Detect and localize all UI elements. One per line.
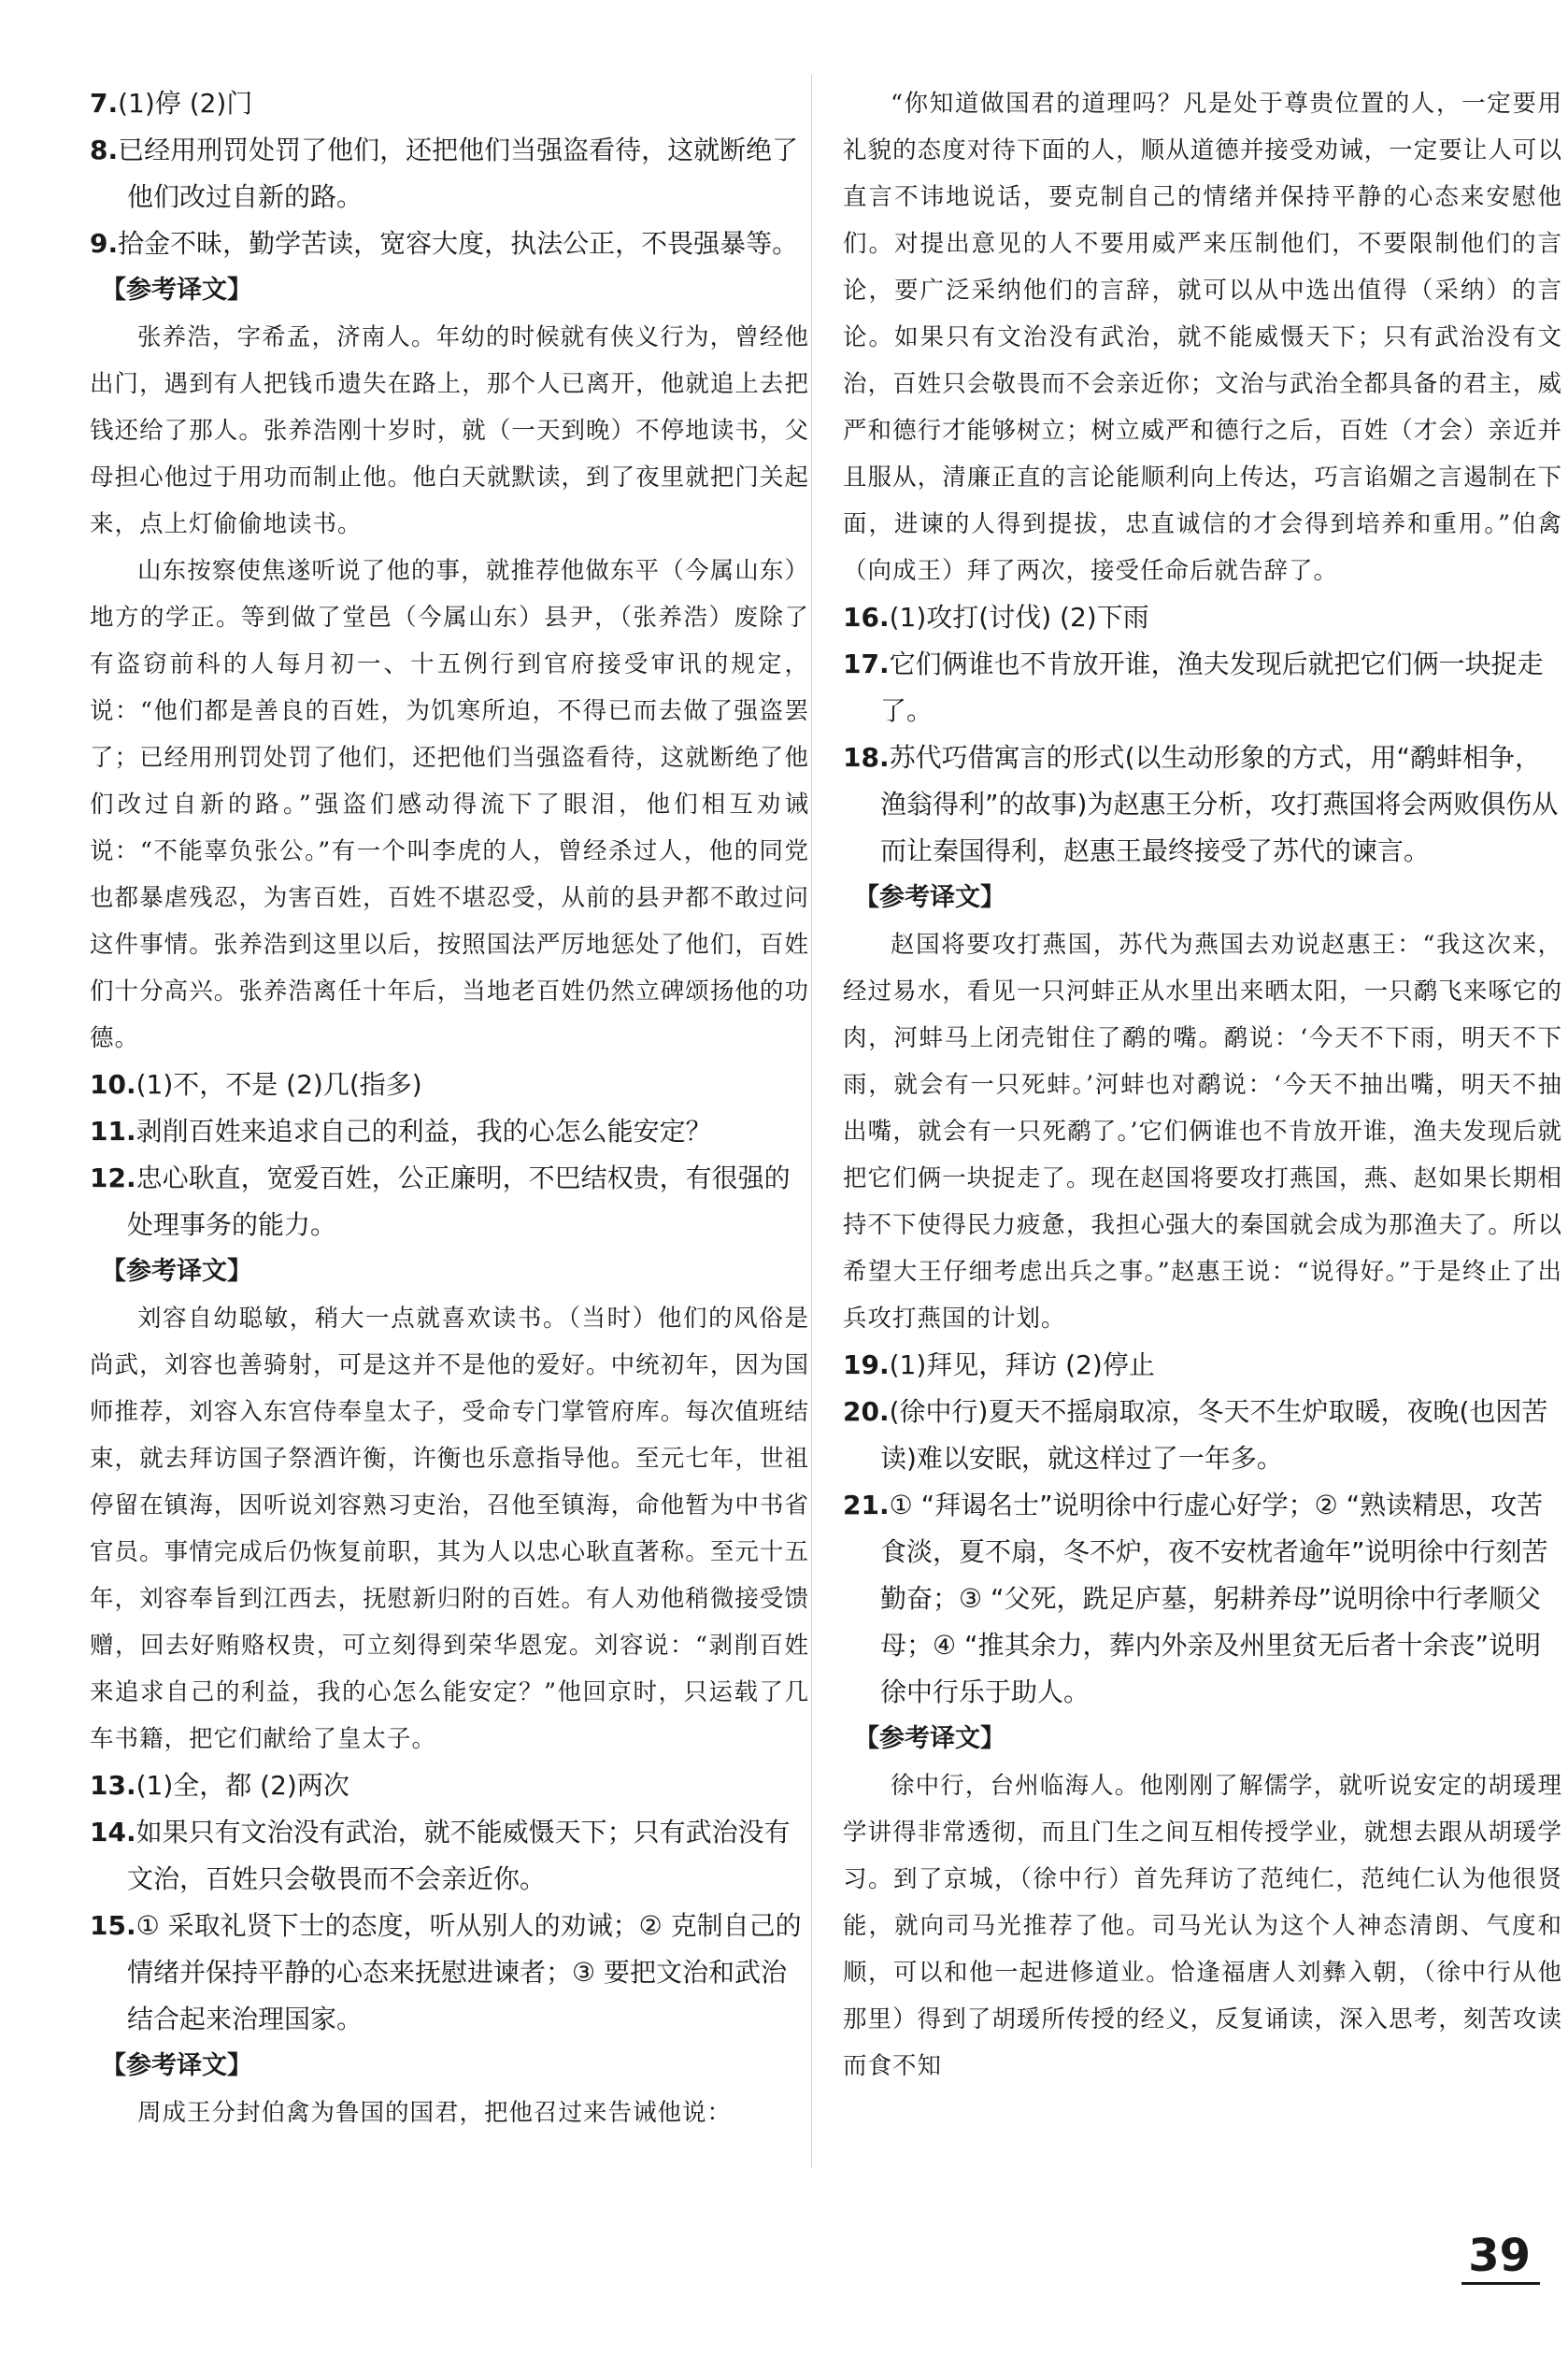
translation-paragraph: 山东按察使焦遂听说了他的事，就推荐他做东平（今属山东）地方的学正。等到做了堂邑（今属山东）县尹，（张养浩）废除了有盗窃前科的人每月初一、十五例行到官府接受审讯的规定，说：“他们都是善良的百姓，为饥寒所迫，不得已而去做了强盗罢了；已经用刑罚处罚了他们，还把他们当强盗看待，这就断绝了他们改过自新的路。”强盗们感动得流下了眼泪，他们相互劝诫说：“不能辜负张公。”有一个叫李虎的人，曾经杀过人，他的同党也都暴虐残忍，为害百姓，百姓不堪忍受，从前的县尹都不敢过问这件事情。张养浩到这里以后，按照国法严厉地惩处了他们，百姓们十分高兴。张养浩离任十年后，当地老百姓仍然立碑颂扬他的功德。 <box>90 557 809 1052</box>
answer-number: 8. <box>90 135 119 165</box>
right-column <box>843 80 1562 2090</box>
answer-number: 21. <box>843 1490 890 1520</box>
answer-text: 如果只有文治没有武治，就不能威慑天下；只有武治没有文治，百姓只会敬畏而不会亲近你。 <box>127 1817 791 1894</box>
left-column <box>90 80 809 2136</box>
answer-item <box>843 594 1562 641</box>
answer-item <box>90 1062 809 1108</box>
translation-paragraph: 张养浩，字希孟，济南人。年幼的时候就有侠义行为，曾经他出门，遇到有人把钱币遗失在路上，那个人已离开，他就追上去把钱还给了那人。张养浩刚十岁时，就（一天到晚）不停地读书，父母担心他过于用功而制止他。他白天就默读，到了夜里就把门关起来，点上灯偷偷地读书。 <box>90 323 809 538</box>
reference-translation-heading: 【参考译文】 <box>854 1724 1005 1753</box>
answer-number: 20. <box>843 1396 890 1427</box>
answer-item <box>843 641 1562 735</box>
answer-item <box>843 1342 1562 1389</box>
answer-text: (徐中行)夏天不摇扇取凉，冬天不生炉取暖，夜晚(也因苦读)难以安眠，就这样过了一年多。 <box>880 1396 1548 1474</box>
answer-item <box>90 1155 809 1248</box>
answer-number: 19. <box>843 1349 890 1380</box>
answer-number: 14. <box>90 1817 136 1848</box>
answer-number: 12. <box>90 1163 136 1193</box>
answer-number: 7. <box>90 88 119 119</box>
translation-paragraph: 刘容自幼聪敏，稍大一点就喜欢读书。（当时）他们的风俗是尚武，刘容也善骑射，可是这并不是他的爱好。中统初年，因为国师推荐，刘容入东宫侍奉皇太子，受命专门掌管府库。每次值班结束，就去拜访国子祭酒许衡，许衡也乐意指导他。至元七年，世祖停留在镇海，因听说刘容熟习吏治，召他至镇海，命他暂为中书省官员。事情完成后仍恢复前职，其为人以忠心耿直著称。至元十五年，刘容奉旨到江西去，抚慰新归附的百姓。有人劝他稍微接受馈赠，回去好贿赂权贵，可立刻得到荣华恩宠。刘容说：“剥削百姓来追求自己的利益，我的心怎么能安定？”他回京时，只运载了几车书籍，把它们献给了皇太子。 <box>90 1305 809 1753</box>
answer-text: 它们俩谁也不肯放开谁，渔夫发现后就把它们俩一块捉走了。 <box>880 649 1544 726</box>
column-divider <box>811 75 812 2168</box>
answer-text: 已经用刑罚处罚了他们，还把他们当强盗看待，这就断绝了他们改过自新的路。 <box>118 135 799 212</box>
answer-text: (1)全，都 (2)两次 <box>135 1770 349 1801</box>
answer-item <box>90 1762 809 1809</box>
answer-number: 15. <box>90 1910 136 1941</box>
answer-text: 剥削百姓来追求自己的利益，我的心怎么能安定？ <box>135 1116 712 1147</box>
answer-text: 忠心耿直，宽爱百姓，公正廉明，不巴结权贵，有很强的处理事务的能力。 <box>127 1163 791 1240</box>
reference-translation-heading: 【参考译文】 <box>854 883 1005 912</box>
answer-number: 9. <box>90 228 119 259</box>
answer-item <box>90 80 809 127</box>
answer-item <box>843 735 1562 875</box>
translation-paragraph: 周成王分封伯禽为鲁国的国君，把他召过来告诫他说： <box>137 2099 733 2127</box>
answer-text: (1)停 (2)门 <box>118 88 253 119</box>
answer-item <box>90 1903 809 2043</box>
reference-translation-heading: 【参考译文】 <box>101 1257 252 1286</box>
answer-text: (1)拜见，拜访 (2)停止 <box>889 1349 1155 1380</box>
reference-translation-heading: 【参考译文】 <box>101 2051 252 2080</box>
answer-item <box>90 1809 809 1903</box>
answer-text: ① 采取礼贤下士的态度，听从别人的劝诫；② 克制自己的情绪并保持平静的心态来抚慰进谏者；③ 要把文治和武治结合起来治理国家。 <box>127 1910 802 2034</box>
page-number-underline <box>1461 2282 1540 2285</box>
answer-number: 16. <box>843 602 890 633</box>
answer-text: 苏代巧借寓言的形式(以生动形象的方式，用“鹬蚌相争，渔翁得利”的故事)为赵惠王分析，攻打燕国将会两败俱伤从而让秦国得利，赵惠王最终接受了苏代的谏言。 <box>880 742 1559 866</box>
answer-number: 18. <box>843 742 890 773</box>
answer-number: 13. <box>90 1770 136 1801</box>
answer-number: 10. <box>90 1069 136 1100</box>
translation-paragraph: 徐中行，台州临海人。他刚刚了解儒学，就听说安定的胡瑗理学讲得非常透彻，而且门生之间互相传授学业，就想去跟从胡瑗学习。到了京城，（徐中行）首先拜访了范纯仁，范纯仁认为他很贤能，就向司马光推荐了他。司马光认为这个人神态清朗、气度和顺，可以和他一起进修道业。恰逢福唐人刘彝入朝，（徐中行从他那里）得到了胡瑗所传授的经义，反复诵读，深入思考，刻苦攻读而食不知 <box>843 1772 1562 2080</box>
answer-item <box>90 221 809 267</box>
answer-text: ① “拜谒名士”说明徐中行虚心好学；② “熟读精思，攻苦食淡，夏不扇，冬不炉，夜不安枕者逾年”说明徐中行刻苦勤奋；③ “父死，跣足庐墓，躬耕养母”说明徐中行孝顺父母；④ “推其余力，葬内外亲及州里贫无后者十余丧”说明徐中行乐于助人。 <box>880 1490 1548 1707</box>
answer-item <box>90 1108 809 1155</box>
answer-item <box>843 1482 1562 1716</box>
translation-paragraph: 赵国将要攻打燕国，苏代为燕国去劝说赵惠王：“我这次来，经过易水，看见一只河蚌正从水里出来晒太阳，一只鹬飞来啄它的肉，河蚌马上闭壳钳住了鹬的嘴。鹬说：‘今天不下雨，明天不下雨，就会有一只死蚌。’河蚌也对鹬说：‘今天不抽出嘴，明天不抽出嘴，就会有一只死鹬了。’它们俩谁也不肯放开谁，渔夫发现后就把它们俩一块捉走了。现在赵国将要攻打燕国，燕、赵如果长期相持不下使得民力疲惫，我担心强大的秦国就会成为那渔夫了。所以希望大王仔细考虑出兵之事。”赵惠王说：“说得好。”于是终止了出兵攻打燕国的计划。 <box>843 931 1562 1333</box>
reference-translation-heading: 【参考译文】 <box>101 276 252 305</box>
page-number: 39 <box>1468 2230 1531 2282</box>
answer-item <box>90 127 809 221</box>
answer-number: 11. <box>90 1116 136 1147</box>
answer-text: (1)攻打(讨伐) (2)下雨 <box>889 602 1149 633</box>
translation-paragraph: “你知道做国君的道理吗？凡是处于尊贵位置的人，一定要用礼貌的态度对待下面的人，顺从道德并接受劝诫，一定要让人可以直言不讳地说话，要克制自己的情绪并保持平静的心态来安慰他们。对提出意见的人不要用威严来压制他们，不要限制他们的言论，要广泛采纳他们的言辞，就可以从中选出值得（采纳）的言论。如果只有文治没有武治，就不能威慑天下；只有武治没有文治，百姓只会敬畏而不会亲近你；文治与武治全都具备的君主，威严和德行才能够树立；树立威严和德行之后，百姓（才会）亲近并且服从，清廉正直的言论能顺利向上传达，巧言谄媚之言遏制在下面，进谏的人得到提拔，忠直诚信的才会得到培养和重用。”伯禽（向成王）拜了两次，接受任命后就告辞了。 <box>843 90 1562 585</box>
answer-item <box>843 1389 1562 1482</box>
answer-number: 17. <box>843 649 890 679</box>
answer-text: (1)不，不是 (2)几(指多) <box>135 1069 422 1100</box>
answer-text: 拾金不昧，勤学苦读，宽容大度，执法公正，不畏强暴等。 <box>118 228 799 259</box>
